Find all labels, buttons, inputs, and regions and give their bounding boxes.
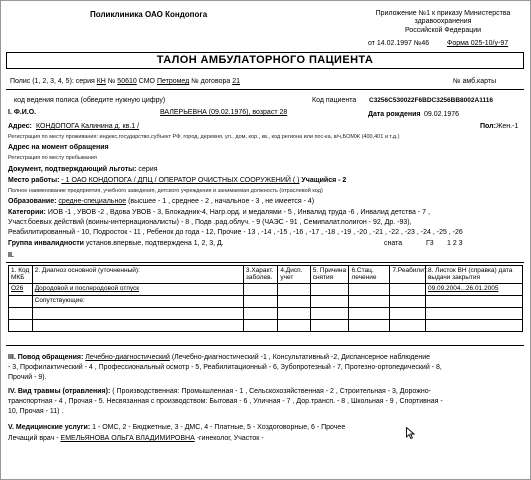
visit-reason-line-1 [8, 354, 430, 362]
disability-label: Группа инвалидности [8, 240, 84, 247]
disability-g3: Г3 [426, 240, 434, 247]
categories-line-3: Реабилитированный - 10, Подросток - 11 , Ребенок до года - 12, Прочие - 13 , -14 , -15 , -16 , -17 , -18 , -19 , -20 , -21 , -22 , -23 , -24 , -25 , -26 [8, 229, 463, 236]
table-cell [32, 319, 243, 331]
disability-line [8, 240, 224, 248]
concomitant-label: Сопутствующие: [32, 295, 243, 307]
policy-number: 50610 [117, 78, 137, 85]
work-value: - 1 ОАО КОНДОПОГА / ДПЦ / ОПЕРАТОР ОЧИСТНЫХ СООРУЖЕНИЙ ( ) [61, 177, 300, 184]
visit-reason-label: III. Повод обращения: [8, 354, 84, 361]
divider [6, 262, 524, 263]
table-cell [349, 283, 390, 295]
table-cell [243, 283, 277, 295]
appendix-line: здравоохранения [414, 18, 472, 26]
table-cell [390, 295, 426, 307]
table-cell [243, 307, 277, 319]
policy-series: КН [96, 78, 106, 85]
table-cell [9, 307, 33, 319]
education-options: (высшее - 1 , среднее - 2 , начальное - 3 , не имеется - 4) [128, 198, 315, 205]
table-cell [390, 283, 426, 295]
disability-value: установ.впервые, подтверждена 1, 2, 3, Д. [85, 240, 224, 247]
sex-label: Пол: [480, 123, 496, 130]
injury-text: ( Производственная: Промышленная - 1 , Сельскохозяйственная - 2 , Строительная - 3, Дорожно- [112, 388, 431, 395]
main-diagnosis: Дородовой и послеродовой отпуск [32, 283, 243, 295]
table-cell [390, 319, 426, 331]
contract-value: 21 [232, 78, 241, 85]
col-header: 7.Реабилит. [390, 266, 426, 284]
mouse-cursor-icon [406, 427, 415, 439]
services-label: V. Медицинские услуги: [8, 424, 91, 431]
form-number: Форма 025-10/у-97 [447, 40, 509, 47]
categories-text: ИОВ -1 , УВОВ -2 , Вдова УВОВ - 3, Блокадник-4, Нагр.орд. и медалями - 5 , Инвалид труда -6 , Инвалид детства - 7 , [47, 209, 430, 216]
patient-code-label: Код пациента [312, 97, 357, 104]
categories-line-1 [8, 209, 430, 217]
work-note: Полное наименование предприятия, учебного заведения, детского учреждения и занимаемая должность (отраслевой код) [8, 188, 323, 194]
services-options: 1 - ОМС, 2 - Бюджетные, 3 - ДМС, 4 - Платные, 5 - Хоздоговорные, 6 - Прочее [92, 424, 346, 431]
disability-removed: сната [384, 240, 403, 247]
icd-code: O26 [9, 283, 33, 295]
doctor-specialty: -гинеколог, Участок - [196, 435, 264, 442]
education-selected: средне-специальное [58, 198, 127, 205]
injury-line-2: транспортная - 4 , Прочая - 5. Несвязанная с производством: Бытовая - 6 , Уличная - 7 , Дор.трансп. - 8 , Школьная - 9 , Спортивная - [8, 398, 443, 405]
appendix-line: Российской Федерации [404, 26, 482, 34]
table-cell [310, 319, 349, 331]
table-row [9, 319, 523, 331]
form-title: ТАЛОН АМБУЛАТОРНОГО ПАЦИЕНТА [6, 52, 524, 69]
table-cell [310, 283, 349, 295]
birth-date: 09.02.1976 [424, 111, 460, 118]
card-number-label: № амб.карты [453, 78, 497, 85]
doctor-name: ЕМЕЛЬЯНОВА ОЛЬГА ВЛАДИМИРОВНА [60, 435, 195, 442]
education-label: Образование: [8, 198, 57, 205]
table-cell [349, 307, 390, 319]
benefits-value: серия [138, 166, 158, 173]
services-line [8, 424, 345, 432]
policy-prefix: Полис (1, 2, 3, 4, 5): серия [10, 78, 95, 85]
injury-line-3: 10, Прочая - 11) . [8, 408, 64, 415]
fio-label: I. Ф.И.О. [8, 109, 37, 116]
clinic-name: Поликлиника ОАО Кондопога [90, 10, 208, 19]
visit-reason-text: (Лечебно-диагностический -1 , Консультативный -2, Диспансерное наблюдение [171, 354, 430, 361]
col-header: 4.Дисп. учет [278, 266, 310, 284]
policy-no-label: № [107, 78, 116, 85]
doctor-label: Лечащий врач - [8, 435, 59, 442]
table-cell [425, 307, 522, 319]
appendix-block [368, 10, 518, 35]
table-cell [349, 295, 390, 307]
table-cell [425, 319, 522, 331]
col-header: 2. Диагноз основной (уточненный): [32, 266, 243, 284]
doctor-line [8, 435, 264, 443]
table-cell [243, 319, 277, 331]
contract-label: № договора [191, 78, 231, 85]
policy-code-label: код ведения полиса (обведите нужную цифру) [14, 97, 166, 104]
injury-line-1 [8, 388, 431, 396]
diagnosis-table [8, 265, 523, 332]
benefits-label: Документ, подтверждающий льготы: [8, 166, 137, 173]
table-cell [278, 319, 310, 331]
table-cell [243, 295, 277, 307]
sick-leave-dates: 09.09.2004...26.01.2005 [425, 283, 522, 295]
visit-reason-line-3: Прочий - 9). [8, 374, 47, 381]
col-header: 3.Характ. заболев. [243, 266, 277, 284]
divider [6, 345, 524, 346]
visit-reason-line-2: - 3, Профилактический - 4 , Профессиональный осмотр - 5, Реабилитационный - 6, Зубопротезный - 7, Протезно-ортопедический - 8, [8, 364, 442, 371]
table-cell [390, 307, 426, 319]
categories-line-2: Участ.боевых действий (воины-интернационалисты) - 8 , Подв .рад.облуч. - 9 (ЧАЭС - 91 , Семипалат.полигон - 92, Др. -93), [8, 219, 412, 226]
divider [6, 89, 524, 90]
categories-label: Категории: [8, 209, 46, 216]
table-header-row [9, 266, 523, 284]
col-header: 5. Причина снятия [310, 266, 349, 284]
fio-value: ВАЛЕРЬЕВНА (09.02.1976), возраст 28 [160, 109, 288, 116]
address-note: Регистрация по месту проживания: индекс,государство,субъект РФ, город, деревня, ул., дом, кор., кв., код региона или пос-ка, в/ч,БОМЖ (400,401 и т.д.) [8, 134, 400, 140]
table-cell [278, 283, 310, 295]
section-2-label: II. [8, 252, 14, 259]
address-now-note: Регистрация по месту пребывания [8, 155, 97, 161]
appendix-line: Приложение №1 к приказу Министерства [375, 10, 511, 17]
smo-value: Петромед [156, 78, 190, 85]
student-option: Учащийся - 2 [301, 177, 347, 184]
sex-value: Жен.-1 [496, 123, 519, 130]
benefits-line [8, 166, 157, 174]
col-header: 8. Листок ВН (справка) дата выдачи закрытия [425, 266, 522, 284]
table-cell [278, 295, 310, 307]
injury-label: IV. Вид травмы (отравления): [8, 388, 111, 395]
table-cell [349, 319, 390, 331]
table-row [9, 295, 523, 307]
visit-reason-selected: Лечебно-диагностический [85, 354, 170, 361]
table-cell [278, 307, 310, 319]
work-line [8, 177, 346, 185]
address-now-label: Адрес на момент обращения [8, 144, 109, 151]
address-label: Адрес: [8, 123, 32, 130]
table-row [9, 283, 523, 295]
table-row [9, 307, 523, 319]
address-value: КОНДОПОГА Калинина д. кв.1 / [36, 123, 140, 130]
order-date: от 14.02.1997 №46 [368, 40, 430, 47]
col-header: 6.Стац. лечение [349, 266, 390, 284]
table-cell [9, 295, 33, 307]
table-cell [32, 307, 243, 319]
patient-code: C3256C530022F6BDC3256BB8002A1116 [369, 97, 493, 104]
table-cell [9, 319, 33, 331]
table-cell [425, 295, 522, 307]
smo-label: СМО [138, 78, 155, 85]
policy-line [10, 78, 240, 86]
table-cell [310, 295, 349, 307]
work-label: Место работы: [8, 177, 60, 184]
education-line [8, 198, 314, 206]
birth-label: Дата рождения [368, 111, 421, 118]
col-header: 1. Код МКБ [9, 266, 33, 284]
table-cell [310, 307, 349, 319]
disability-groups: 1 2 3 [447, 240, 463, 247]
